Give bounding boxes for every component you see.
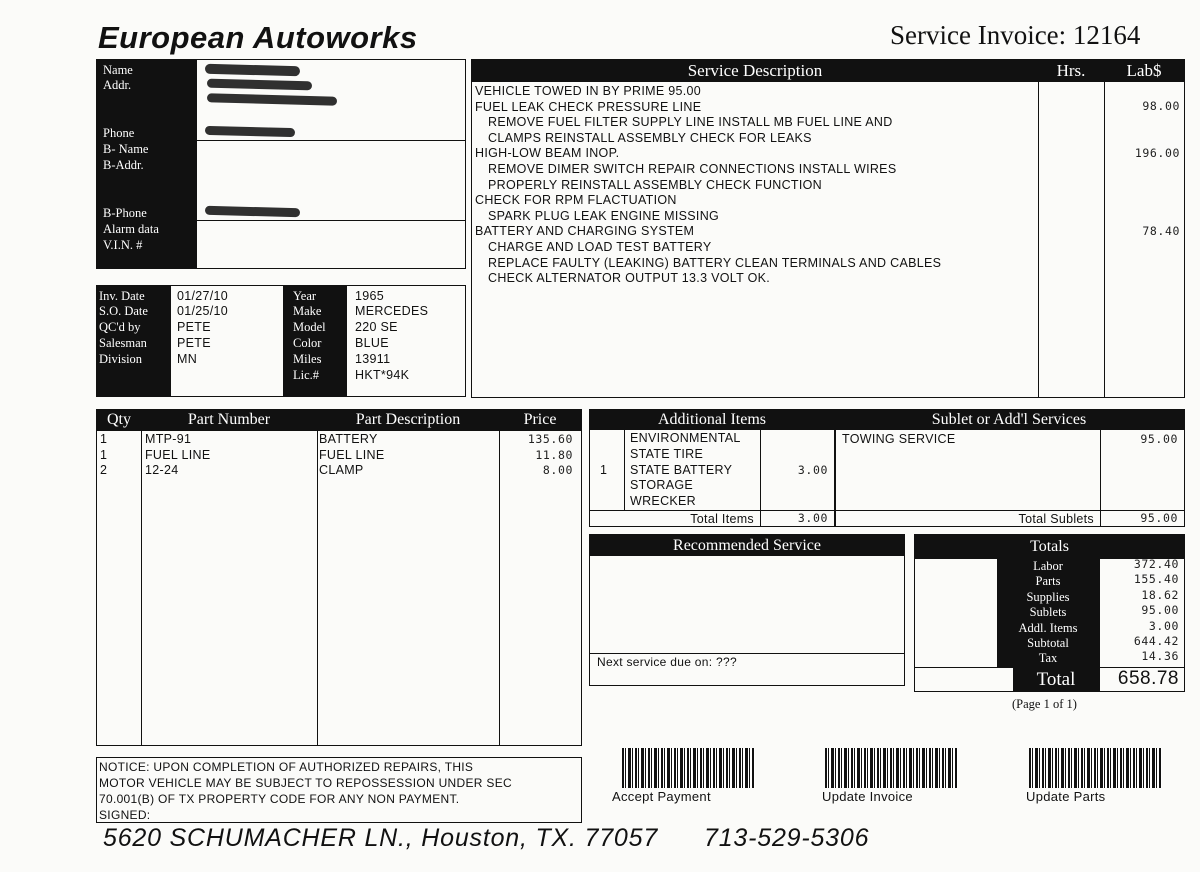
redacted-name [205, 64, 300, 76]
invoice-title: Service Invoice: 12164 [890, 20, 1141, 50]
supplies-total-value: 18.62 [1141, 587, 1179, 602]
service-line: CHARGE AND LOAD TEST BATTERY [488, 240, 712, 254]
additional-items-header: Additional Items [658, 411, 766, 428]
service-line: REMOVE DIMER SWITCH REPAIR CONNECTIONS INSTALL WIRES [488, 162, 897, 176]
salesman-value: PETE [177, 336, 211, 350]
addl-items-total-label: Addl. Items [1018, 620, 1078, 635]
service-box [471, 59, 1185, 398]
qty-header: Qty [107, 411, 131, 428]
shop-name: European Autoworks [98, 20, 418, 55]
next-service-due: Next service due on: ??? [597, 655, 737, 669]
notice-line: MOTOR VEHICLE MAY BE SUBJECT TO REPOSSESSION UNDER SEC [99, 776, 512, 790]
parts-table: Qty Part Number Part Description Price 1 MTP-91 BATTERY 135.60 1 FUEL LINE FUEL LINE 11.80 2 12-24 CLAMP 8.00 [96, 409, 582, 746]
service-description-header: Service Description [687, 61, 823, 80]
service-line: FUEL LEAK CHECK PRESSURE LINE [475, 99, 702, 114]
make-value: MERCEDES [355, 304, 429, 318]
lab-header: Lab$ [1126, 61, 1162, 80]
b-phone-label: B-Phone [103, 206, 147, 220]
redacted-address-line-1 [207, 79, 312, 91]
service-line: HIGH-LOW BEAM INOP. [475, 146, 620, 161]
name-label: Name [103, 63, 133, 77]
redacted-phone [205, 126, 295, 137]
notice-box [96, 757, 582, 823]
price-header: Price [523, 411, 557, 428]
service-line: REPLACE FAULTY (LEAKING) BATTERY CLEAN TERMINALS AND CABLES [488, 255, 942, 270]
inv-date-value: 01/27/10 [177, 289, 229, 303]
division-label: Division [99, 352, 143, 366]
salesman-label: Salesman [99, 336, 147, 350]
alarm-label: Alarm data [103, 222, 159, 236]
page-indicator: (Page 1 of 1) [1012, 697, 1077, 711]
service-line: REMOVE FUEL FILTER SUPPLY LINE INSTALL MB FUEL LINE AND [488, 115, 893, 130]
service-line: BATTERY AND CHARGING SYSTEM [475, 224, 695, 239]
parts-total-value: 155.40 [1133, 572, 1179, 587]
labor-amount: 196.00 [1134, 146, 1180, 160]
invoice-info-box [96, 285, 466, 397]
b-name-label: B- Name [103, 142, 149, 156]
total-sublets-label: Total Sublets [1018, 512, 1094, 526]
tax-label: Tax [1038, 651, 1058, 666]
shop-phone: 713-529-5306 [704, 824, 870, 852]
customer-box [96, 59, 466, 269]
b-addr-label: B-Addr. [103, 158, 144, 172]
sublets-total-label: Sublets [1029, 605, 1067, 620]
shop-address: 5620 SCHUMACHER LN., Houston, TX. 77057 [103, 824, 659, 852]
service-line: CHECK ALTERNATOR OUTPUT 13.3 VOLT OK. [488, 271, 771, 286]
subtotal-value: 644.42 [1133, 634, 1179, 648]
supplies-total-label: Supplies [1026, 589, 1070, 604]
sublets-total-value: 95.00 [1141, 603, 1179, 618]
accept-payment-label: Accept Payment [612, 789, 711, 804]
total-items-value: 3.00 [797, 511, 828, 525]
model-value: 220 SE [355, 320, 398, 334]
so-date-label: S.O. Date [99, 304, 148, 318]
total-items-label: Total Items [690, 512, 754, 526]
year-value: 1965 [355, 289, 385, 303]
service-line: CLAMPS REINSTALL ASSEMBLY CHECK FOR LEAKS [488, 130, 812, 145]
accept-payment-barcode[interactable] [622, 748, 755, 788]
update-parts-barcode[interactable] [1029, 748, 1162, 788]
grand-total-label: Total [1036, 669, 1076, 690]
labor-total-label: Labor [1033, 559, 1063, 573]
service-line: VEHICLE TOWED IN BY PRIME 95.00 [475, 84, 702, 98]
qc-value: PETE [177, 320, 211, 334]
service-line: PROPERLY REINSTALL ASSEMBLY CHECK FUNCTION [488, 177, 822, 192]
sublet-item-amount: 95.00 [1140, 432, 1178, 446]
notice-line: NOTICE: UPON COMPLETION OF AUTHORIZED REPAIRS, THIS [99, 760, 474, 774]
lic-value: HKT*94K [355, 368, 410, 382]
labor-amount: 98.00 [1142, 99, 1180, 113]
lic-label: Lic.# [293, 368, 320, 382]
parts-total-label: Parts [1035, 574, 1061, 589]
part-number-header: Part Number [187, 411, 271, 428]
notice-line: 70.001(B) OF TX PROPERTY CODE FOR ANY NON PAYMENT. [99, 792, 460, 806]
make-label: Make [293, 304, 322, 318]
recommended-service-box [589, 534, 905, 686]
service-line: CHECK FOR RPM FLACTUATION [475, 193, 677, 208]
miles-label: Miles [293, 352, 322, 366]
tax-value: 14.36 [1141, 649, 1179, 664]
update-invoice-label: Update Invoice [822, 789, 913, 804]
labor-amount: 78.40 [1142, 224, 1180, 238]
so-date-value: 01/25/10 [177, 304, 229, 318]
grand-total-value: 658.78 [1117, 668, 1179, 689]
vin-label: V.I.N. # [103, 238, 143, 252]
additional-sublet-box: Additional Items Sublet or Add'l Services ENVIRONMENTAL STATE TIRE 1 STATE BATTERY 3.00 STORAGE WRECKER Total Items 3.00 TOWING SERVICE 95.00 Total Sublets 95.00 [589, 409, 1185, 527]
redacted-address-line-2 [207, 93, 337, 105]
addr-label: Addr. [103, 78, 132, 92]
totals-box [914, 534, 1185, 692]
qc-label: QC'd by [99, 320, 141, 334]
redacted-b-phone [205, 206, 300, 217]
update-parts-label: Update Parts [1026, 789, 1106, 804]
miles-value: 13911 [355, 352, 391, 366]
totals-header: Totals [915, 535, 1184, 559]
addl-items-total-value: 3.00 [1148, 618, 1179, 633]
part-description-header: Part Description [355, 411, 461, 428]
phone-label: Phone [103, 126, 135, 140]
hrs-header: Hrs. [1056, 61, 1086, 80]
color-label: Color [293, 336, 322, 350]
inv-date-label: Inv. Date [99, 289, 145, 303]
labor-total-value: 372.40 [1133, 557, 1179, 571]
total-sublets-value: 95.00 [1140, 511, 1178, 525]
subtotal-label: Subtotal [1027, 636, 1069, 650]
model-label: Model [293, 320, 326, 334]
color-value: BLUE [355, 336, 389, 350]
division-value: MN [177, 352, 198, 366]
recommended-service-header: Recommended Service [590, 535, 904, 556]
year-label: Year [293, 289, 317, 303]
update-invoice-barcode[interactable] [825, 748, 958, 788]
sublet-item-name: TOWING SERVICE [842, 432, 956, 446]
service-line: SPARK PLUG LEAK ENGINE MISSING [488, 208, 720, 223]
sublet-header: Sublet or Add'l Services [931, 411, 1087, 428]
signed-label: SIGNED: [99, 808, 151, 822]
